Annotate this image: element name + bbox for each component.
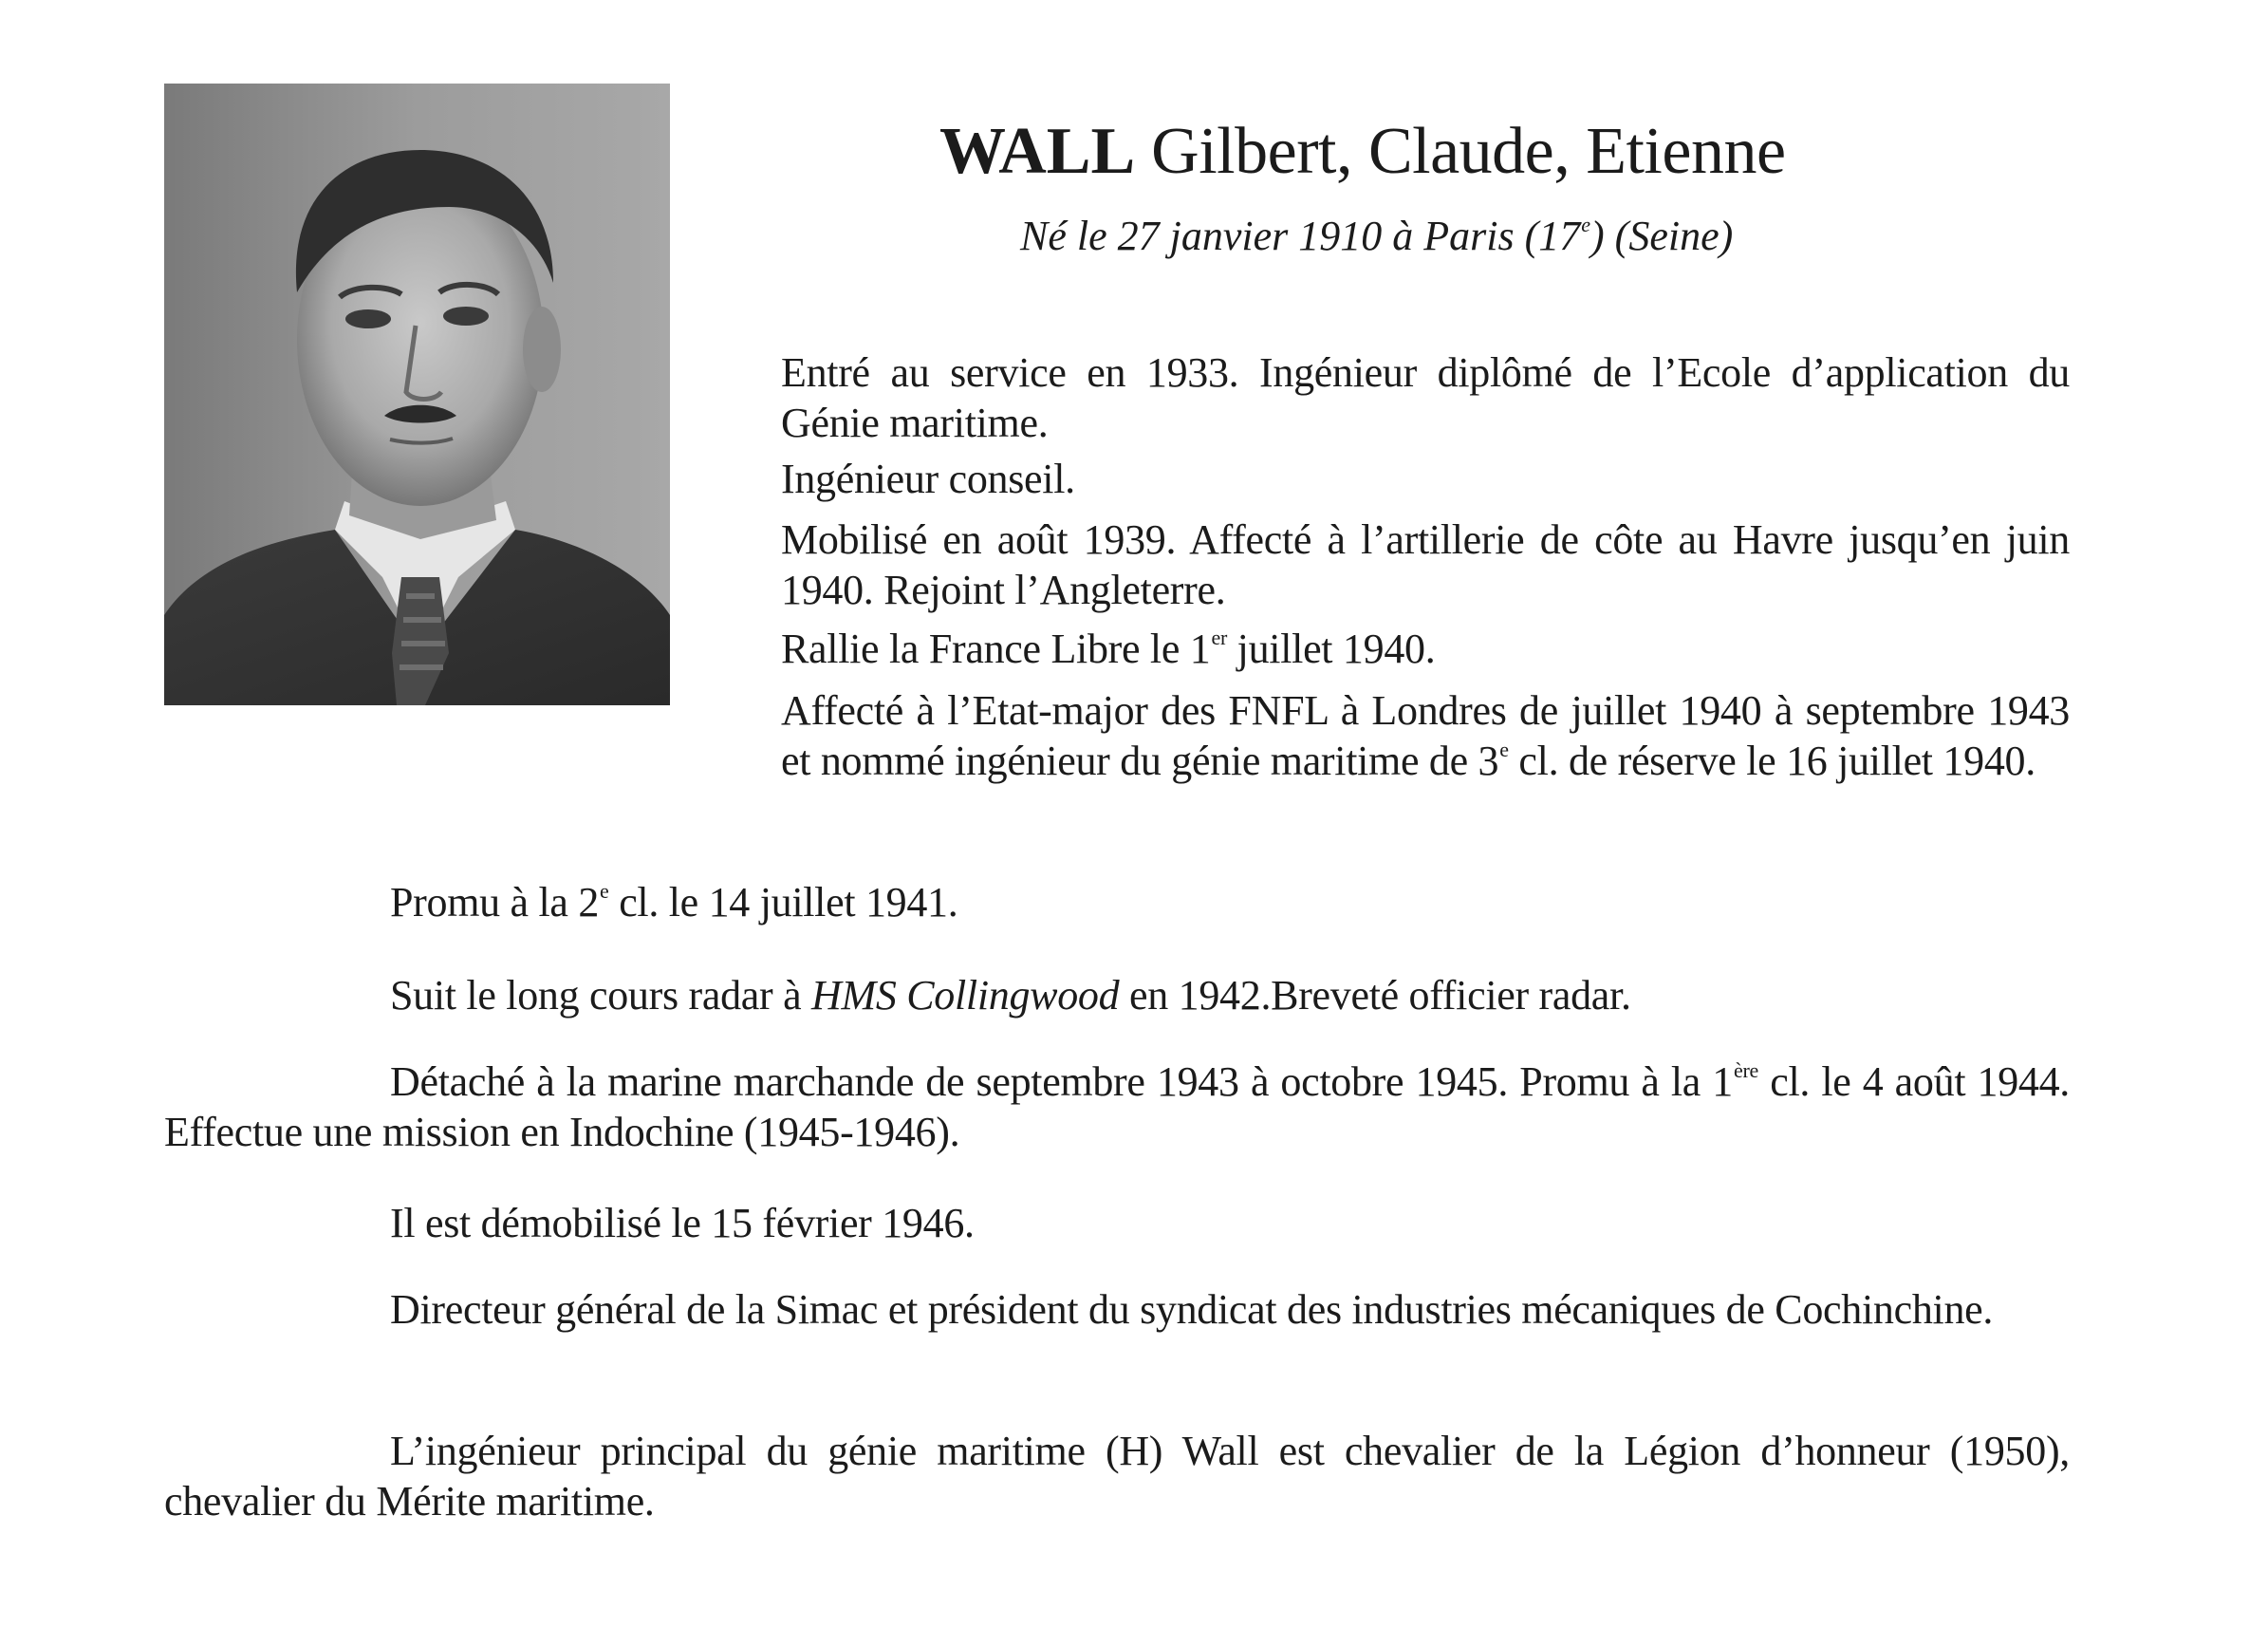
ordinal-sup: e bbox=[1499, 738, 1509, 761]
paragraph-merchant-navy bbox=[164, 1057, 2070, 1157]
birth-suffix: ) (Seine) bbox=[1590, 213, 1734, 259]
portrait-photo bbox=[164, 84, 670, 705]
text-fragment: Affecté à l’Etat-major des FNFL à Londres de juillet 1940 à septembre 1943 et nommé ingénieur du génie maritime de 3 bbox=[781, 687, 2070, 784]
ordinal-sup: er bbox=[1211, 626, 1227, 649]
paragraph-radar-course bbox=[164, 970, 2070, 1020]
paragraph-service-entry: Entré au service en 1933. Ingénieur diplômé de l’Ecole d’application du Génie maritime. bbox=[781, 349, 2070, 446]
text-fragment: en 1942.Breveté officier radar. bbox=[1119, 972, 1631, 1019]
ship-name: HMS Collingwood bbox=[811, 972, 1120, 1019]
paragraph-free-france bbox=[781, 624, 2070, 674]
birth-text: Né le 27 janvier 1910 à Paris (17 bbox=[1020, 213, 1581, 259]
text-fragment: Rallie la France Libre le 1 bbox=[781, 626, 1211, 672]
text-fragment: Détaché à la marine marchande de septembre 1943 à octobre 1945. Promu à la 1 bbox=[390, 1058, 1733, 1105]
birth-info bbox=[1020, 211, 1733, 262]
paragraph-honours: L’ingénieur principal du génie maritime (H) Wall est chevalier de la Légion d’honneur (1950), chevalier du Mérite maritime. bbox=[164, 1428, 2070, 1524]
text-fragment: cl. le 4 août 1944. Effectue une mission en Indochine (1945-1946). bbox=[164, 1058, 2070, 1155]
birth-sup: e bbox=[1581, 213, 1591, 236]
ordinal-sup: e bbox=[600, 879, 609, 903]
given-names: Gilbert, Claude, Etienne bbox=[1151, 115, 1786, 188]
text-fragment: Promu à la 2 bbox=[390, 879, 600, 926]
text-fragment: cl. le 14 juillet 1941. bbox=[608, 879, 958, 926]
person-name bbox=[939, 112, 1936, 192]
paragraph-director-simac: Directeur général de la Simac et président du syndicat des industries mécaniques de Cochinchine. bbox=[390, 1286, 1994, 1333]
ordinal-sup: ère bbox=[1733, 1058, 1758, 1082]
paragraph-engineer-consultant: Ingénieur conseil. bbox=[781, 456, 1075, 502]
paragraph-demobilised: Il est démobilisé le 15 février 1946. bbox=[390, 1200, 975, 1246]
paragraph-promotion-2nd-class bbox=[164, 877, 2070, 927]
text-fragment: juillet 1940. bbox=[1226, 626, 1436, 672]
text-fragment: cl. de réserve le 16 juillet 1940. bbox=[1508, 738, 2036, 784]
paragraph-fnfl-staff bbox=[781, 685, 2070, 786]
surname: WALL bbox=[939, 115, 1136, 188]
portrait-image bbox=[164, 84, 670, 705]
paragraph-mobilised: Mobilisé en août 1939. Affecté à l’artillerie de côte au Havre jusqu’en juin 1940. Rejoint l’Angleterre. bbox=[781, 516, 2070, 613]
text-fragment: Suit le long cours radar à bbox=[390, 972, 811, 1019]
